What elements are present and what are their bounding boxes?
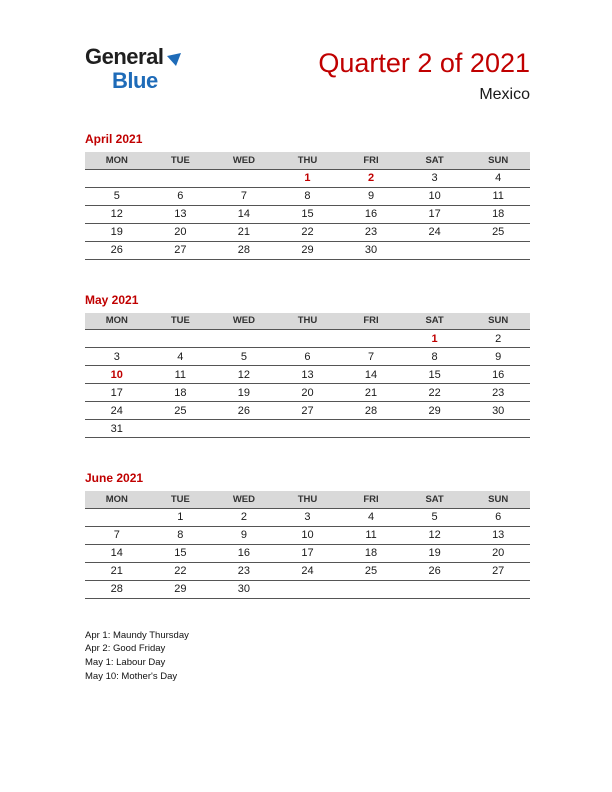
weekday-header-cell: THU <box>276 491 340 508</box>
day-cell <box>149 420 213 438</box>
day-cell: 8 <box>276 187 340 205</box>
day-cell: 26 <box>212 402 276 420</box>
weekday-header-cell: SAT <box>403 152 467 169</box>
calendar-week-row <box>85 420 530 438</box>
day-cell: 20 <box>149 223 213 241</box>
calendar-week-row <box>85 366 530 384</box>
holiday-note: Apr 1: Maundy Thursday <box>85 629 189 641</box>
weekday-header-cell: THU <box>276 152 340 169</box>
weekday-header-cell: TUE <box>149 152 213 169</box>
day-cell: 3 <box>276 508 340 526</box>
day-cell: 17 <box>403 205 467 223</box>
day-cell: 22 <box>276 223 340 241</box>
day-cell: 22 <box>403 384 467 402</box>
day-cell: 23 <box>339 223 403 241</box>
day-cell: 2 <box>466 330 530 348</box>
day-cell: 18 <box>466 205 530 223</box>
page-header <box>85 46 530 104</box>
day-cell: 25 <box>149 402 213 420</box>
day-cell: 9 <box>212 526 276 544</box>
day-cell <box>149 169 213 187</box>
day-cell: 2 <box>339 169 403 187</box>
calendar-header <box>85 313 530 330</box>
holiday-note: May 1: Labour Day <box>85 657 166 669</box>
day-cell: 12 <box>85 205 149 223</box>
day-cell: 13 <box>149 205 213 223</box>
day-cell: 15 <box>149 544 213 562</box>
day-cell: 11 <box>466 187 530 205</box>
day-cell: 6 <box>149 187 213 205</box>
day-cell: 19 <box>403 544 467 562</box>
day-cell <box>85 508 149 526</box>
day-cell: 16 <box>466 366 530 384</box>
day-cell: 25 <box>339 562 403 580</box>
day-cell: 23 <box>212 562 276 580</box>
day-cell: 30 <box>212 580 276 598</box>
day-cell: 29 <box>403 402 467 420</box>
day-cell: 17 <box>85 384 149 402</box>
weekday-header-cell: SAT <box>403 491 467 508</box>
month-title: April 2021 <box>85 132 143 146</box>
day-cell: 5 <box>212 348 276 366</box>
day-cell: 15 <box>276 205 340 223</box>
day-cell: 22 <box>149 562 213 580</box>
month-title: May 2021 <box>85 292 139 307</box>
day-cell: 7 <box>212 187 276 205</box>
day-cell: 16 <box>212 544 276 562</box>
day-cell: 12 <box>212 366 276 384</box>
day-cell <box>339 580 403 598</box>
day-cell: 9 <box>339 187 403 205</box>
day-cell: 12 <box>403 526 467 544</box>
day-cell <box>85 330 149 348</box>
calendar-week-row <box>85 169 530 187</box>
day-cell <box>212 169 276 187</box>
holiday-note: May 10: Mother's Day <box>85 670 178 682</box>
day-cell: 15 <box>403 366 467 384</box>
day-cell: 30 <box>466 402 530 420</box>
day-cell: 8 <box>149 526 213 544</box>
logo-text-general: General <box>85 44 164 69</box>
month-section <box>85 132 530 260</box>
weekday-header-row <box>85 313 530 330</box>
weekday-header-cell: SUN <box>466 313 530 330</box>
day-cell: 21 <box>339 384 403 402</box>
day-cell: 26 <box>85 241 149 259</box>
day-cell: 18 <box>339 544 403 562</box>
day-cell: 19 <box>212 384 276 402</box>
day-cell: 3 <box>403 169 467 187</box>
title-block <box>318 46 530 104</box>
day-cell: 1 <box>276 169 340 187</box>
day-cell: 5 <box>85 187 149 205</box>
day-cell: 17 <box>276 544 340 562</box>
day-cell: 8 <box>403 348 467 366</box>
day-cell: 10 <box>403 187 467 205</box>
day-cell: 6 <box>466 508 530 526</box>
calendar-week-row <box>85 526 530 544</box>
calendar-week-row <box>85 544 530 562</box>
weekday-header-cell: FRI <box>339 152 403 169</box>
day-cell <box>276 580 340 598</box>
day-cell: 11 <box>339 526 403 544</box>
page-title: Quarter 2 of 2021 <box>318 48 530 78</box>
day-cell: 29 <box>276 241 340 259</box>
day-cell: 10 <box>276 526 340 544</box>
day-cell: 9 <box>466 348 530 366</box>
weekday-header-cell: FRI <box>339 313 403 330</box>
calendar-week-row <box>85 562 530 580</box>
day-cell <box>466 580 530 598</box>
holiday-note: Apr 2: Good Friday <box>85 643 166 655</box>
day-cell: 25 <box>466 223 530 241</box>
weekday-header-cell: MON <box>85 491 149 508</box>
day-cell: 14 <box>212 205 276 223</box>
day-cell: 13 <box>276 366 340 384</box>
calendar-header <box>85 152 530 169</box>
day-cell <box>212 420 276 438</box>
calendar-week-row <box>85 348 530 366</box>
day-cell: 27 <box>466 562 530 580</box>
day-cell: 23 <box>466 384 530 402</box>
day-cell <box>403 420 467 438</box>
logo-text-blue: Blue <box>112 68 158 93</box>
month-title: June 2021 <box>85 471 144 485</box>
day-cell: 14 <box>85 544 149 562</box>
calendar-table <box>85 313 530 439</box>
day-cell <box>149 330 213 348</box>
general-blue-logo <box>85 46 181 92</box>
calendar-week-row <box>85 508 530 526</box>
day-cell: 4 <box>466 169 530 187</box>
months-container <box>85 132 530 599</box>
weekday-header-cell: SAT <box>403 313 467 330</box>
day-cell: 10 <box>85 366 149 384</box>
day-cell: 20 <box>276 384 340 402</box>
day-cell: 21 <box>212 223 276 241</box>
day-cell: 19 <box>85 223 149 241</box>
day-cell: 24 <box>276 562 340 580</box>
calendar-table <box>85 491 530 599</box>
calendar-header <box>85 491 530 508</box>
day-cell: 26 <box>403 562 467 580</box>
day-cell: 27 <box>276 402 340 420</box>
day-cell: 7 <box>85 526 149 544</box>
weekday-header-row <box>85 491 530 508</box>
weekday-header-cell: WED <box>212 313 276 330</box>
day-cell: 13 <box>466 526 530 544</box>
day-cell: 6 <box>276 348 340 366</box>
country-subtitle: Mexico <box>479 86 530 103</box>
weekday-header-cell: TUE <box>149 491 213 508</box>
weekday-header-row <box>85 152 530 169</box>
day-cell: 18 <box>149 384 213 402</box>
day-cell <box>276 330 340 348</box>
day-cell: 20 <box>466 544 530 562</box>
day-cell: 29 <box>149 580 213 598</box>
logo-pennant-icon <box>166 49 181 71</box>
weekday-header-cell: MON <box>85 152 149 169</box>
day-cell: 1 <box>149 508 213 526</box>
weekday-header-cell: WED <box>212 491 276 508</box>
day-cell <box>212 330 276 348</box>
day-cell: 1 <box>403 330 467 348</box>
day-cell: 28 <box>339 402 403 420</box>
calendar-week-row <box>85 241 530 259</box>
weekday-header-cell: WED <box>212 152 276 169</box>
day-cell: 30 <box>339 241 403 259</box>
calendar-body <box>85 330 530 438</box>
day-cell: 4 <box>339 508 403 526</box>
day-cell: 31 <box>85 420 149 438</box>
day-cell <box>466 420 530 438</box>
calendar-week-row <box>85 402 530 420</box>
calendar-week-row <box>85 384 530 402</box>
weekday-header-cell: FRI <box>339 491 403 508</box>
day-cell: 24 <box>85 402 149 420</box>
day-cell: 27 <box>149 241 213 259</box>
calendar-week-row <box>85 205 530 223</box>
day-cell <box>466 241 530 259</box>
weekday-header-cell: MON <box>85 313 149 330</box>
holiday-notes <box>85 629 530 684</box>
day-cell <box>276 420 340 438</box>
month-section <box>85 471 530 599</box>
calendar-body <box>85 169 530 259</box>
day-cell <box>339 420 403 438</box>
day-cell <box>339 330 403 348</box>
weekday-header-cell: THU <box>276 313 340 330</box>
calendar-week-row <box>85 187 530 205</box>
weekday-header-cell: SUN <box>466 152 530 169</box>
calendar-week-row <box>85 330 530 348</box>
calendar-table <box>85 152 530 260</box>
day-cell: 16 <box>339 205 403 223</box>
calendar-week-row <box>85 580 530 598</box>
calendar-week-row <box>85 223 530 241</box>
day-cell: 5 <box>403 508 467 526</box>
day-cell: 21 <box>85 562 149 580</box>
day-cell: 14 <box>339 366 403 384</box>
day-cell: 11 <box>149 366 213 384</box>
day-cell <box>85 169 149 187</box>
calendar-body <box>85 508 530 598</box>
weekday-header-cell: SUN <box>466 491 530 508</box>
weekday-header-cell: TUE <box>149 313 213 330</box>
day-cell: 3 <box>85 348 149 366</box>
day-cell <box>403 580 467 598</box>
day-cell <box>403 241 467 259</box>
day-cell: 28 <box>85 580 149 598</box>
month-section <box>85 293 530 439</box>
day-cell: 24 <box>403 223 467 241</box>
day-cell: 7 <box>339 348 403 366</box>
day-cell: 28 <box>212 241 276 259</box>
day-cell: 4 <box>149 348 213 366</box>
day-cell: 2 <box>212 508 276 526</box>
